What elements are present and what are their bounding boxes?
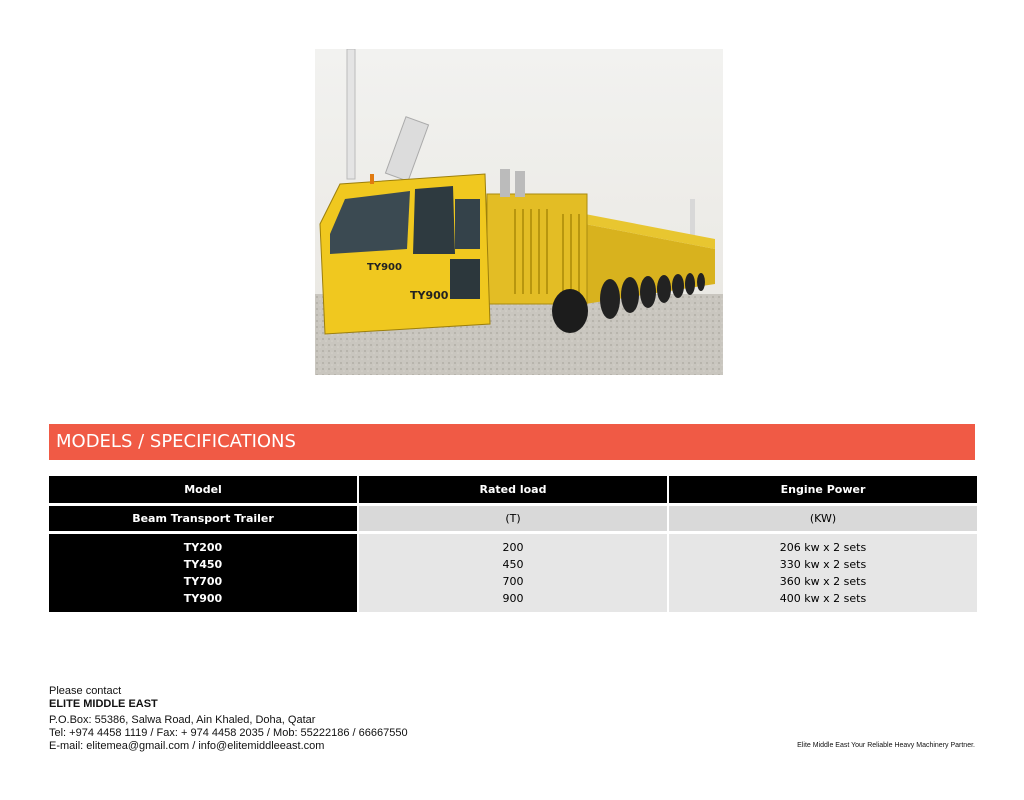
load-cell: 200: [502, 541, 524, 554]
power-cell: 206 kw x 2 sets: [779, 541, 867, 554]
contact-intro: Please contact: [49, 685, 122, 697]
power-cell: 330 kw x 2 sets: [779, 558, 867, 571]
power-cell: 360 kw x 2 sets: [779, 575, 867, 588]
table-subheader-row: [49, 506, 977, 531]
table-row: [49, 534, 977, 612]
power-list: [669, 534, 977, 612]
vehicle-badge-front: TY900: [367, 262, 402, 273]
product-photo: [315, 49, 723, 375]
specifications-table: [47, 476, 979, 612]
sub-power-unit: (KW): [669, 506, 977, 531]
model-list: [49, 534, 357, 612]
sub-load-unit: (T): [359, 506, 667, 531]
header-rated-load: Rated load: [359, 476, 667, 503]
load-cell: 700: [502, 575, 524, 588]
contact-phones: Tel: +974 4458 1119 / Fax: + 974 4458 2035 / Mob: 55222186 / 66667550: [49, 727, 408, 739]
contact-block: [49, 685, 408, 753]
section-title: MODELS / SPECIFICATIONS: [49, 424, 975, 460]
load-list: [359, 534, 667, 612]
footer-tagline: Elite Middle East Your Reliable Heavy Machinery Partner.: [797, 742, 975, 749]
load-cell: 450: [502, 558, 524, 571]
model-cell: TY700: [183, 575, 223, 588]
header-engine-power: Engine Power: [669, 476, 977, 503]
model-cell: TY900: [183, 592, 223, 605]
sub-model-type: Beam Transport Trailer: [49, 506, 357, 531]
trailer-illustration: [315, 49, 723, 375]
header-model: Model: [49, 476, 357, 503]
model-cell: TY450: [183, 558, 223, 571]
vehicle-badge-side: TY900: [410, 289, 449, 302]
table-header-row: [49, 476, 977, 503]
contact-address: P.O.Box: 55386, Salwa Road, Ain Khaled, Doha, Qatar: [49, 714, 316, 726]
company-name: ELITE MIDDLE EAST: [49, 698, 158, 710]
power-cell: 400 kw x 2 sets: [779, 592, 867, 605]
contact-email: E-mail: elitemea@gmail.com / info@elitemiddleeast.com: [49, 740, 325, 752]
model-cell: TY200: [183, 541, 223, 554]
load-cell: 900: [502, 592, 524, 605]
